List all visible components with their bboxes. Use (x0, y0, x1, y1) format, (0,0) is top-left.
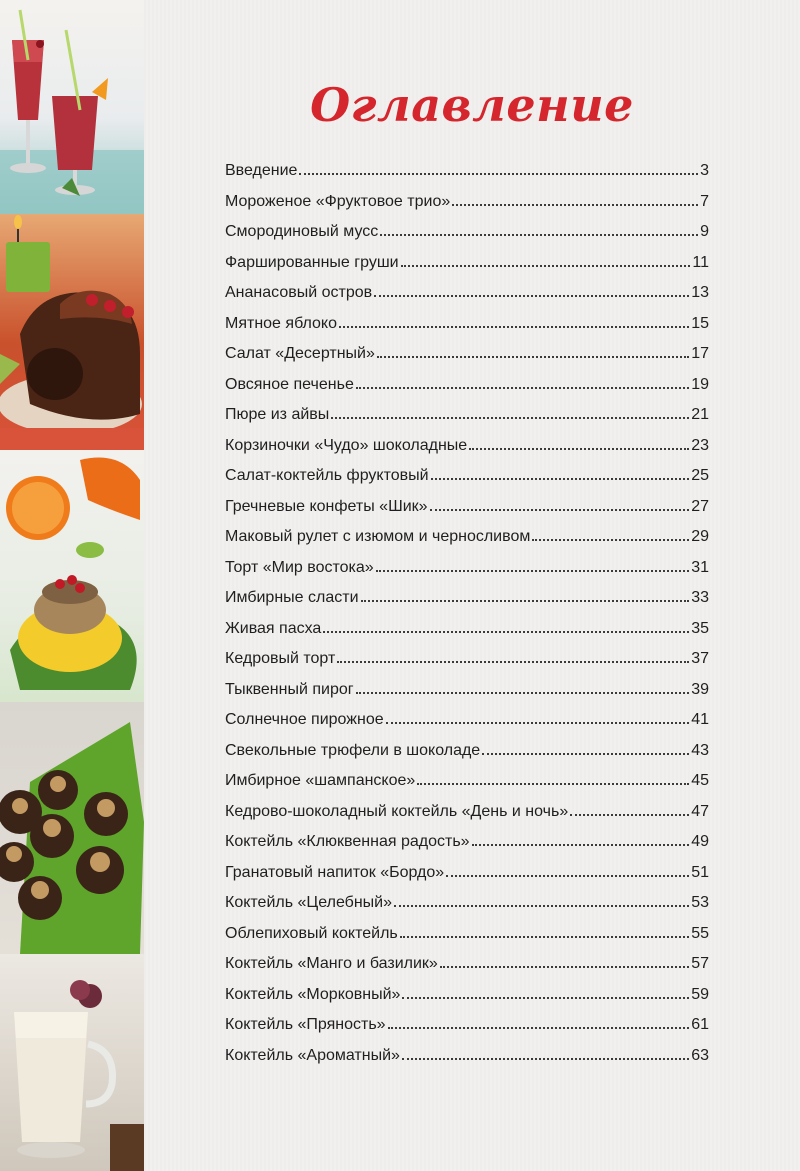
dot-leader (472, 843, 690, 846)
toc-entry-title: Кедрово-шоколадный коктейль «День и ночь» (225, 802, 569, 820)
dot-leader (482, 752, 689, 755)
toc-entry-title: Салат-коктейль фруктовый (225, 467, 429, 484)
toc-entry[interactable] (225, 618, 709, 649)
toc-entry[interactable] (225, 252, 709, 283)
dot-leader (356, 691, 690, 694)
cake-icon (0, 214, 144, 450)
toc-entry-page-number: 45 (691, 772, 709, 789)
photo-strip (0, 0, 144, 1171)
toc-entry-title: Торт «Мир востока» (225, 558, 374, 576)
toc-entry-title: Коктейль «Целебный» (225, 894, 392, 911)
dot-leader (388, 1026, 690, 1029)
cookie-icon (0, 702, 144, 954)
contents-page (144, 0, 800, 1171)
dot-leader (400, 935, 689, 938)
toc-entry-page-number: 51 (691, 863, 709, 881)
toc-entry-title: Гречневые конфеты «Шик» (225, 497, 428, 515)
toc-entry-page-number: 47 (691, 802, 709, 820)
page-title: Оглавление (310, 78, 634, 132)
toc-entry[interactable] (225, 923, 709, 954)
toc-entry[interactable] (225, 648, 709, 679)
toc-entry[interactable] (225, 1014, 709, 1045)
toc-entry[interactable] (225, 496, 709, 527)
toc-entry[interactable] (225, 892, 709, 923)
table-of-contents (225, 160, 709, 1075)
dot-leader (323, 630, 689, 633)
toc-entry-title: Имбирные сласти (225, 589, 359, 606)
toc-entry-page-number: 27 (691, 497, 709, 515)
toc-entry-title: Гранатовый напиток «Бордо» (225, 863, 445, 881)
toc-entry-page-number: 29 (691, 528, 709, 545)
toc-entry[interactable] (225, 587, 709, 618)
toc-entry-title: Салат «Десертный» (225, 345, 375, 362)
toc-entry-title: Облепиховый коктейль (225, 924, 398, 942)
toc-entry-title: Тыквенный пирог (225, 680, 354, 698)
toc-entry[interactable] (225, 801, 709, 832)
dot-leader (374, 294, 689, 297)
dot-leader (417, 782, 689, 785)
dot-leader (401, 264, 691, 267)
toc-entry-page-number: 17 (691, 345, 709, 362)
toc-entry-page-number: 53 (691, 894, 709, 911)
toc-entry-page-number: 59 (691, 985, 709, 1003)
dot-leader (299, 172, 698, 175)
toc-entry[interactable] (225, 984, 709, 1015)
toc-entry-page-number: 37 (691, 650, 709, 667)
toc-entry-page-number: 41 (691, 711, 709, 728)
toc-entry-page-number: 57 (691, 955, 709, 972)
toc-entry[interactable] (225, 404, 709, 435)
dot-leader (361, 599, 690, 602)
toc-entry[interactable] (225, 435, 709, 466)
toc-entry-page-number: 3 (700, 162, 709, 179)
toc-entry[interactable] (225, 862, 709, 893)
toc-entry-page-number: 63 (691, 1046, 709, 1064)
toc-entry-title: Фаршированные груши (225, 253, 399, 271)
toc-entry[interactable] (225, 709, 709, 740)
toc-entry-page-number: 13 (691, 284, 709, 301)
toc-entry[interactable] (225, 374, 709, 405)
smoothie-glasses-photo (0, 0, 144, 214)
toc-entry-title: Корзиночки «Чудо» шоколадные (225, 436, 468, 454)
dot-leader (452, 203, 698, 206)
toc-entry-page-number: 25 (691, 467, 709, 484)
toc-entry-title: Ананасовый остров (225, 284, 373, 301)
toc-entry-page-number: 19 (691, 375, 709, 393)
toc-entry-title: Живая пасха (225, 619, 322, 637)
toc-entry-title: Кедровый торт (225, 650, 336, 667)
toc-entry[interactable] (225, 160, 709, 191)
toc-entry-title: Солнечное пирожное (225, 711, 384, 728)
toc-entry[interactable] (225, 831, 709, 862)
toc-entry[interactable] (225, 313, 709, 344)
dot-leader (402, 996, 689, 999)
toc-entry-page-number: 61 (691, 1016, 709, 1033)
dot-leader (532, 538, 689, 541)
toc-entry-title: Введение (225, 162, 298, 179)
dot-leader (376, 569, 690, 572)
toc-entry-page-number: 55 (691, 924, 709, 942)
dot-leader (380, 233, 698, 236)
toc-entry-page-number: 33 (691, 589, 709, 606)
walnut-cookies-photo (0, 702, 144, 954)
toc-entry[interactable] (225, 557, 709, 588)
toc-entry-page-number: 15 (691, 314, 709, 332)
toc-entry-page-number: 43 (691, 741, 709, 759)
toc-entry[interactable] (225, 740, 709, 771)
dot-leader (446, 874, 689, 877)
toc-entry[interactable] (225, 770, 709, 801)
toc-entry-title: Смородиновый мусс (225, 223, 379, 240)
dot-leader (440, 965, 689, 968)
toc-entry[interactable] (225, 465, 709, 496)
toc-entry-title: Коктейль «Клюквенная радость» (225, 833, 470, 850)
toc-entry[interactable] (225, 221, 709, 252)
toc-entry-title: Пюре из айвы (225, 406, 330, 423)
toc-entry-title: Коктейль «Ароматный» (225, 1046, 400, 1064)
toc-entry-title: Коктейль «Манго и базилик» (225, 955, 438, 972)
dot-leader (339, 325, 689, 328)
dot-leader (394, 904, 689, 907)
toc-entry[interactable] (225, 282, 709, 313)
drink-icon (0, 954, 144, 1171)
toc-entry-title: Маковый рулет с изюмом и черносливом (225, 528, 531, 545)
toc-entry-page-number: 23 (691, 436, 709, 454)
milkshake-photo (0, 954, 144, 1171)
toc-entry-title: Свекольные трюфели в шоколаде (225, 741, 481, 759)
orange-tart-photo (0, 450, 144, 702)
toc-entry-page-number: 31 (691, 558, 709, 576)
toc-entry-title: Коктейль «Морковный» (225, 985, 401, 1003)
toc-entry-page-number: 39 (691, 680, 709, 698)
toc-entry[interactable] (225, 953, 709, 984)
dot-leader (337, 660, 689, 663)
dot-leader (430, 508, 690, 511)
dot-leader (386, 721, 690, 724)
dot-leader (331, 416, 689, 419)
toc-entry-title: Овсяное печенье (225, 375, 354, 393)
drink-icon (0, 0, 144, 214)
toc-entry-page-number: 11 (692, 253, 709, 271)
dot-leader (570, 813, 689, 816)
chocolate-cake-photo (0, 214, 144, 450)
toc-entry[interactable] (225, 343, 709, 374)
dot-leader (377, 355, 689, 358)
dot-leader (469, 447, 689, 450)
toc-entry-page-number: 7 (700, 192, 709, 210)
dot-leader (431, 477, 690, 480)
toc-entry[interactable] (225, 191, 709, 222)
toc-entry-title: Имбирное «шампанское» (225, 772, 416, 789)
toc-entry-title: Мороженое «Фруктовое трио» (225, 192, 451, 210)
toc-entry-page-number: 35 (691, 619, 709, 637)
toc-entry[interactable] (225, 679, 709, 710)
dot-leader (356, 386, 689, 389)
toc-entry-page-number: 21 (691, 406, 709, 423)
toc-entry-title: Коктейль «Пряность» (225, 1016, 386, 1033)
toc-entry-page-number: 49 (691, 833, 709, 850)
toc-entry[interactable] (225, 526, 709, 557)
toc-entry-title: Мятное яблоко (225, 314, 337, 332)
toc-entry-page-number: 9 (700, 223, 709, 240)
toc-entry[interactable] (225, 1045, 709, 1076)
dessert-icon (0, 450, 144, 702)
dot-leader (402, 1057, 689, 1060)
